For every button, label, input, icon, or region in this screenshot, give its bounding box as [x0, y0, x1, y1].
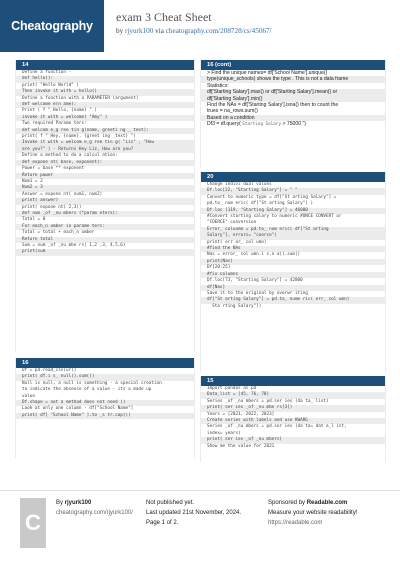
footer-published: Not published yet.	[146, 500, 195, 506]
section-heading: 15	[201, 376, 385, 386]
line: print( expone nt( 2,3))	[22, 204, 82, 210]
line: Df.loc[22, "Starting Salary"] = " "	[201, 188, 385, 194]
line: are you?" ) - Returns Hey Liz, How are you?	[16, 147, 194, 153]
code-block	[201, 182, 385, 310]
footer-author-block	[56, 498, 133, 518]
section-card-20	[200, 172, 386, 372]
line: Df.loc[73, "Starting Salary"] = 42800	[207, 278, 303, 284]
line: Convert to numeric type = df["St arting Salary"] =	[207, 194, 337, 200]
line: def welcom e_g ree tin g(name, greeti ng _ text):	[16, 128, 194, 134]
section-heading: 14	[16, 60, 194, 70]
cheatography-logo[interactable]	[0, 0, 104, 52]
line: Total = total + each_n umber	[22, 230, 95, 236]
line: value	[22, 393, 35, 399]
footer-author-url[interactable]: cheatography.com/rjyurk100/	[56, 510, 133, 516]
line: def hello():	[16, 76, 194, 82]
footer-sponsor-tagline: Measure your website readability!	[268, 510, 358, 516]
author-link[interactable]: rjyurk100	[124, 27, 154, 35]
inline-tail: > 75000 ")	[281, 121, 306, 128]
footer-author-name[interactable]: rjyurk100	[64, 500, 92, 506]
line: Two required Parame ters:	[22, 121, 87, 127]
line: df['Starting Salary'].max() or df['Starting Salary'].mean() or	[201, 89, 385, 95]
text-block	[201, 70, 385, 129]
line: print( f " Hey, {name}. {greet ing _text} ")	[22, 134, 136, 140]
line: #find the NAs	[201, 246, 385, 252]
line: Null is null, a null is something - a special creation	[22, 380, 162, 386]
line: Sum = num _of _nu mbe rs( 1,2 ,3, 4,5,6)	[22, 242, 126, 248]
line: Then invoke it with = hello()	[16, 89, 194, 95]
line: df["St arting Salary"] = pd.to_ nume ric( err_ col umn)	[201, 297, 385, 303]
line: def welcome e(n ame):	[16, 102, 194, 108]
line: print( "Hello World" )	[22, 82, 79, 88]
author-avatar: C	[20, 498, 46, 548]
page-footer	[0, 490, 400, 566]
line: type(unique_schools) shows the type . This is not a data frame	[201, 76, 385, 82]
line: Nas = error_ col umn.i s.n a().sum()	[207, 252, 301, 258]
line: #Convert starting salary to numeric #ONCE CONVERT or	[207, 214, 342, 220]
line: Statistics:	[207, 82, 229, 89]
line: Return power	[16, 173, 194, 179]
line: index= years)	[207, 430, 241, 436]
inline-code: Starting Salary	[242, 122, 282, 128]
line: trues = na_rows.sum()	[207, 108, 258, 115]
line: Df.shape = not a method does not need ()	[16, 400, 194, 406]
line: to indicate the absence of a value - its a made up	[22, 387, 152, 393]
line: For each_n umber in parame ters:	[16, 224, 194, 230]
footer-by-label: By	[56, 500, 65, 506]
line: Define a function with a PARAMETER (argument)	[22, 95, 139, 101]
sheet-url-link[interactable]: cheatography.com/208728/cs/45067/	[165, 27, 272, 35]
line: Total = 0	[22, 217, 46, 223]
line: Find the NAs = df['Starting Salary'].isna() then to count the	[207, 102, 339, 109]
line: Power = base ** exponent	[22, 166, 85, 172]
line: print( answer)	[16, 198, 194, 204]
line: print( df[ "School Name" ].to _s tr.cap())	[16, 413, 194, 419]
line: Define a function -	[22, 70, 72, 75]
line: > Find the unique names= df['School Name'].unique()	[207, 70, 328, 76]
line: Df[20:25]	[207, 265, 231, 271]
line: Series _of _nu mbers = pd.ser ies (da ta_ list)	[207, 398, 329, 404]
line: print( err or_ col umn)	[207, 239, 267, 245]
line: Change indivi dual values	[207, 182, 272, 187]
line: Series _of _nu mbers = pd.ser ies (da ta= dat a_l ist,	[207, 424, 347, 430]
section-heading: 16	[16, 358, 194, 368]
line: #fix columns	[201, 272, 385, 278]
line: Salary"], errors= "coerce")	[201, 233, 385, 239]
page-header	[0, 0, 400, 52]
line: Years = [2021, 2022, 2023]	[207, 411, 275, 417]
footer-sponsor-block	[268, 498, 357, 528]
line: df['Starting Salary'].min()	[201, 96, 385, 102]
line: Df.loc [119, "Starting Salary"] = 46000	[201, 208, 385, 214]
line: invoke it with = welcome( "Amy" )	[16, 115, 194, 121]
section-card-16-cont	[200, 60, 386, 168]
line: Num1 = 2	[22, 178, 43, 184]
line: Create series with labels and use KWARG	[201, 418, 385, 424]
line: Df = pd.read_csv(url)	[22, 368, 77, 373]
line: print(Nas)	[201, 259, 385, 265]
line: Error_ coluomn = pd.to_ num eric( df["St arting	[201, 227, 385, 233]
code-block	[16, 70, 194, 256]
section-heading: 20	[201, 172, 385, 182]
footer-sponsor-prefix: Sponsored by	[268, 500, 307, 506]
line: Save it to the original by overwr iting	[207, 290, 308, 296]
line: Return total	[16, 237, 194, 243]
footer-publish-block	[146, 498, 241, 528]
footer-sponsor-url[interactable]: https://readable.com	[268, 520, 323, 526]
line: Based on a condition	[201, 115, 385, 121]
line: Answer = expone nt( num1, num2)	[22, 191, 103, 197]
footer-page-number: Page 1 of 2.	[146, 520, 179, 526]
line: Num2 = 3	[16, 185, 194, 191]
code-block	[201, 386, 385, 450]
line: Data_list = [45, 76, 78]	[201, 392, 385, 398]
line: Sta rting Salary"])	[207, 303, 262, 309]
section-card-16	[15, 358, 195, 458]
section-card-15	[200, 376, 386, 462]
line: df[Nas]	[201, 285, 385, 291]
via-text: via	[153, 27, 166, 35]
line: Invoke it with = welcom e_g ree tin g( "Liz" , "How	[16, 140, 194, 146]
line: pd.to_ num eric( df["St arting Salary"] )	[207, 201, 314, 207]
line: Define a method to do a calcul ation:	[22, 153, 118, 159]
code-block	[16, 368, 194, 419]
footer-divider	[0, 490, 400, 491]
line: Df3 = df.query( Starting Salary > 75000 ")	[207, 121, 306, 128]
section-heading: 16 (cont)	[201, 60, 385, 70]
line: "COERCE" conversion	[207, 220, 257, 226]
line: print( ser ies _of _nu mbe rs[3])	[201, 405, 385, 411]
line: print(sum	[16, 249, 194, 255]
by-prefix: by	[116, 27, 125, 35]
logo-text: Cheatography	[11, 19, 93, 33]
line: print( df.i s_ null().sum())	[16, 374, 194, 380]
footer-sponsor-name[interactable]: Readable.com	[306, 500, 348, 506]
line: Import pandas as pd	[207, 386, 257, 391]
page-title: exam 3 Cheat Sheet	[116, 10, 212, 24]
section-card-14	[15, 60, 195, 352]
line: print( ser ies _of _nu mbers)	[201, 437, 385, 443]
byline	[116, 27, 272, 35]
footer-updated: Last updated 21st November, 2024.	[146, 510, 242, 516]
line: def num _of _nu mbers (*param eters):	[16, 211, 194, 217]
line: def expone nt( base, exponent):	[16, 160, 194, 166]
line: Show me the value for 2021	[207, 443, 275, 449]
line: Look at only one column - df["School Name"]	[22, 406, 134, 412]
line: Print ( f " Hello, {name} " )	[22, 108, 98, 114]
